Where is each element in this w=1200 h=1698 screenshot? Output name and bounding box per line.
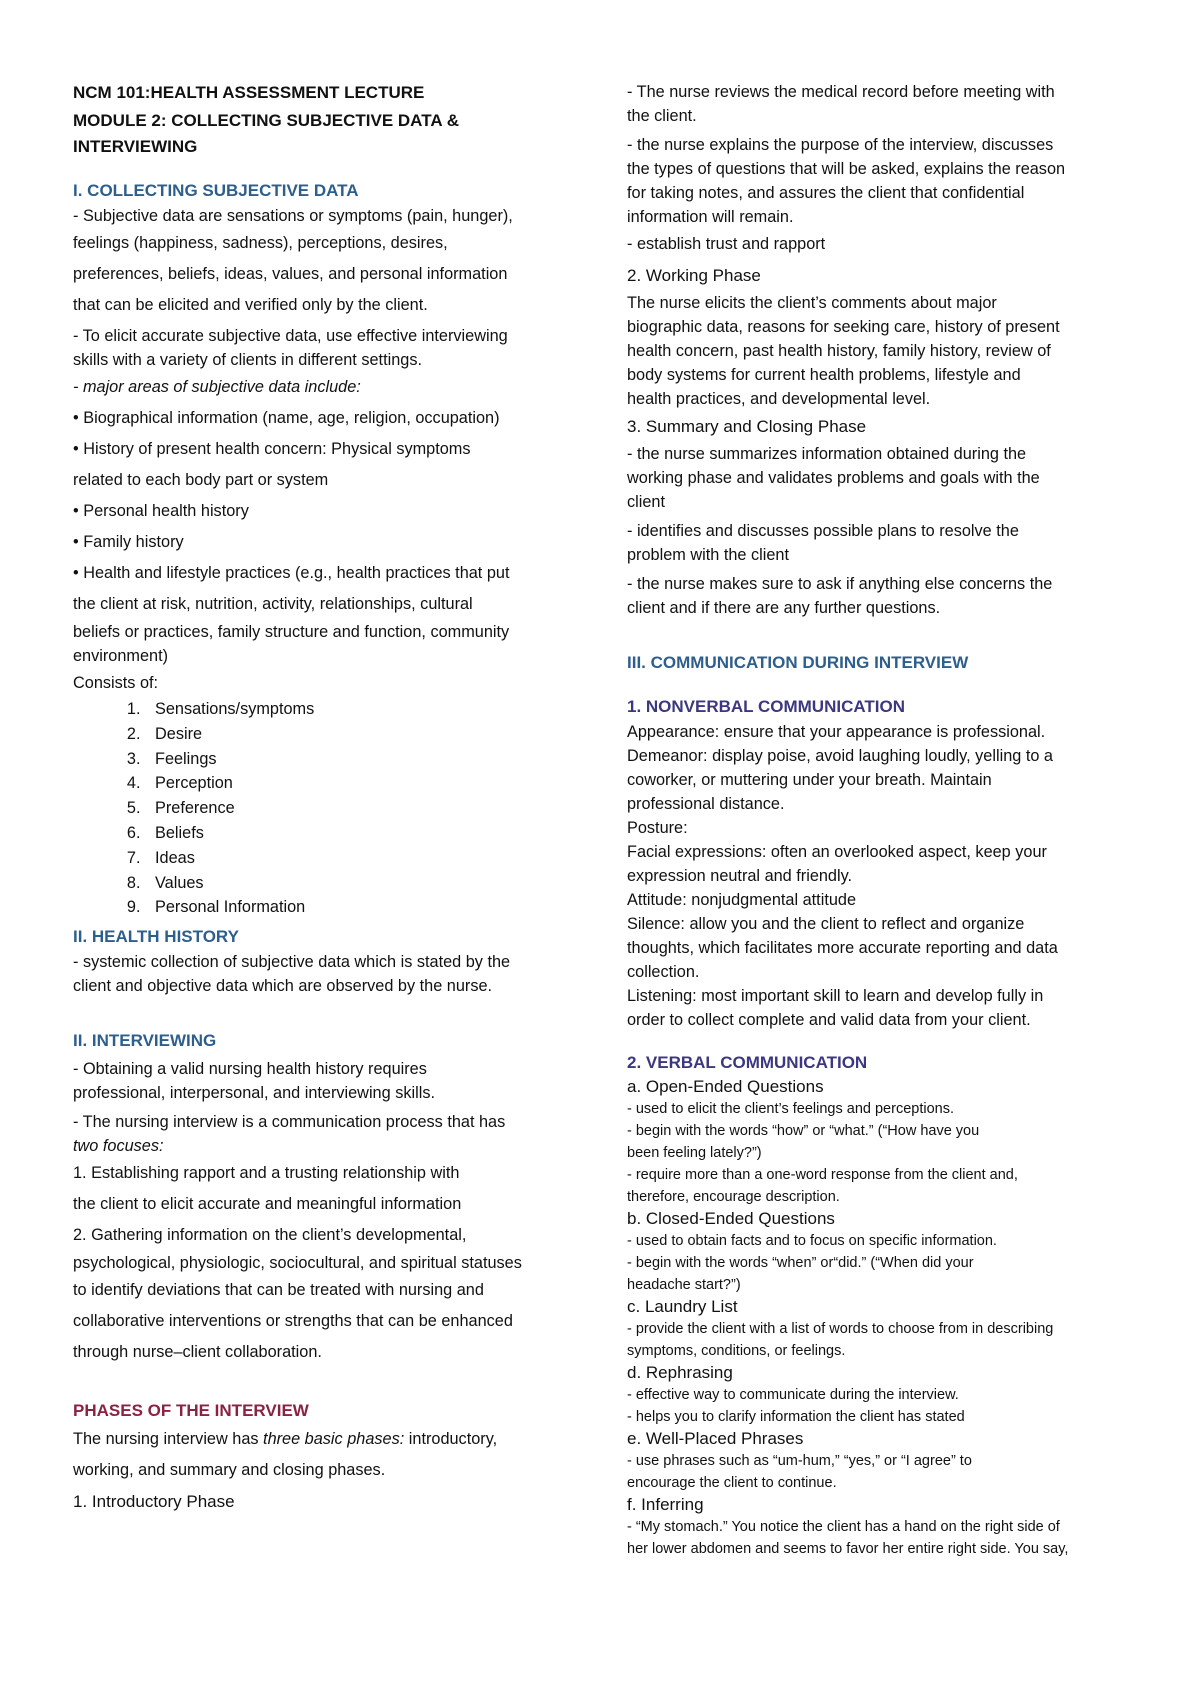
text-line: - helps you to clarify information the client has stated bbox=[627, 1409, 965, 1425]
text-line: skills with a variety of clients in different settings. bbox=[73, 351, 422, 369]
text-line: encourage the client to continue. bbox=[627, 1475, 837, 1491]
text-line: been feeling lately?”) bbox=[627, 1145, 762, 1161]
bullet-item: • History of present health concern: Physical symptoms bbox=[73, 440, 471, 458]
text-line: feelings (happiness, sadness), perceptions, desires, bbox=[73, 234, 448, 252]
consists-of-label: Consists of: bbox=[73, 674, 159, 692]
phase-title-summary-closing: 3. Summary and Closing Phase bbox=[627, 417, 867, 436]
list-item: 9. Personal Information bbox=[145, 895, 588, 920]
list-item: 5. Preference bbox=[145, 796, 588, 821]
section-heading-interviewing: II. INTERVIEWING bbox=[73, 1031, 217, 1051]
technique-title-closed-ended: b. Closed-Ended Questions bbox=[627, 1209, 835, 1228]
list-item: 3. Feelings bbox=[145, 747, 588, 772]
section-heading-phases: PHASES OF THE INTERVIEW bbox=[73, 1401, 309, 1421]
text-line: - establish trust and rapport bbox=[627, 235, 826, 253]
subheading-nonverbal: 1. NONVERBAL COMMUNICATION bbox=[627, 697, 905, 716]
text-line: health practices, and developmental level. bbox=[627, 390, 931, 408]
bullet-item-continued: beliefs or practices, family structure and function, community bbox=[73, 623, 510, 641]
bullet-item: • Biographical information (name, age, religion, occupation) bbox=[73, 409, 500, 427]
text-line: body systems for current health problems, lifestyle and bbox=[627, 366, 1021, 384]
text-line: - The nursing interview is a communication process that has bbox=[73, 1113, 506, 1132]
module-title-line2: INTERVIEWING bbox=[73, 137, 198, 156]
text-line: professional, interpersonal, and interviewing skills. bbox=[73, 1084, 435, 1103]
bullet-item: • Health and lifestyle practices (e.g., health practices that put bbox=[73, 564, 510, 582]
text-line: symptoms, conditions, or feelings. bbox=[627, 1343, 846, 1359]
text-line: that can be elicited and verified only by the client. bbox=[73, 296, 428, 314]
technique-title-laundry-list: c. Laundry List bbox=[627, 1297, 738, 1316]
subheading-verbal: 2. VERBAL COMMUNICATION bbox=[627, 1053, 868, 1072]
text-line: health concern, past health history, family history, review of bbox=[627, 342, 1051, 360]
bullet-item: • Family history bbox=[73, 533, 184, 551]
list-item: 4. Perception bbox=[145, 771, 588, 796]
focus-item-continued: psychological, physiologic, sociocultural, and spiritual statuses bbox=[73, 1254, 522, 1273]
phases-intro bbox=[73, 1424, 588, 1455]
text-line: - use phrases such as “um-hum,” “yes,” or “I agree” to bbox=[627, 1453, 972, 1469]
text-line: - The nurse reviews the medical record before meeting with bbox=[627, 83, 1055, 101]
italic-text: two focuses: bbox=[73, 1137, 164, 1156]
text-line: - Obtaining a valid nursing health history requires bbox=[73, 1060, 427, 1079]
technique-title-inferring: f. Inferring bbox=[627, 1495, 704, 1514]
text-line: professional distance. bbox=[627, 795, 785, 813]
text-line: Demeanor: display poise, avoid laughing loudly, yelling to a bbox=[627, 747, 1053, 765]
text-line: The nurse elicits the client’s comments about major bbox=[627, 294, 997, 312]
text-line: Appearance: ensure that your appearance is professional. bbox=[627, 723, 1046, 741]
focus-item: 2. Gathering information on the client’s developmental, bbox=[73, 1226, 467, 1245]
text-line: Silence: allow you and the client to reflect and organize bbox=[627, 915, 1025, 933]
consists-of-list bbox=[73, 697, 588, 920]
text-line: - identifies and discusses possible plans to resolve the bbox=[627, 522, 1019, 540]
technique-title-well-placed-phrases: e. Well-Placed Phrases bbox=[627, 1429, 804, 1448]
text-line: - Subjective data are sensations or symptoms (pain, hunger), bbox=[73, 207, 513, 225]
text-line: thoughts, which facilitates more accurate reporting and data bbox=[627, 939, 1058, 957]
text-line: for taking notes, and assures the client that confidential bbox=[627, 184, 1025, 202]
phases-intro-text: The nursing interview has bbox=[73, 1430, 264, 1449]
technique-title-rephrasing: d. Rephrasing bbox=[627, 1363, 733, 1382]
phases-intro-text: introductory, bbox=[404, 1430, 498, 1449]
focus-item-continued: to identify deviations that can be treated with nursing and bbox=[73, 1281, 484, 1300]
text-line: - begin with the words “when” or“did.” (“When did your bbox=[627, 1255, 974, 1271]
text-line: - require more than a one-word response from the client and, bbox=[627, 1167, 1018, 1183]
text-line: client and if there are any further questions. bbox=[627, 599, 941, 617]
section-heading-health-history: II. HEALTH HISTORY bbox=[73, 927, 239, 947]
text-line: client bbox=[627, 493, 666, 511]
course-title: NCM 101:HEALTH ASSESSMENT LECTURE bbox=[73, 83, 425, 102]
text-line: headache start?”) bbox=[627, 1277, 741, 1293]
text-line: the client. bbox=[627, 107, 697, 125]
list-item: 6. Beliefs bbox=[145, 821, 588, 846]
text-line: - To elicit accurate subjective data, use effective interviewing bbox=[73, 327, 508, 345]
text-line: - used to elicit the client’s feelings and perceptions. bbox=[627, 1101, 954, 1117]
text-line: preferences, beliefs, ideas, values, and personal information bbox=[73, 265, 508, 283]
text-line: information will remain. bbox=[627, 208, 794, 226]
bullet-item-continued: related to each body part or system bbox=[73, 471, 329, 489]
text-line: - systemic collection of subjective data which is stated by the bbox=[73, 953, 511, 972]
text-line: - used to obtain facts and to focus on specific information. bbox=[627, 1233, 997, 1249]
phases-intro-continued: working, and summary and closing phases. bbox=[73, 1461, 386, 1480]
module-title-line1: MODULE 2: COLLECTING SUBJECTIVE DATA & bbox=[73, 111, 459, 130]
text-line: - “My stomach.” You notice the client has a hand on the right side of bbox=[627, 1519, 1060, 1535]
text-line: expression neutral and friendly. bbox=[627, 867, 853, 885]
text-line-italic bbox=[73, 372, 588, 403]
bullet-item-continued: the client at risk, nutrition, activity, relationships, cultural bbox=[73, 595, 473, 613]
section-heading-subjective-data: I. COLLECTING SUBJECTIVE DATA bbox=[73, 181, 359, 200]
right-column bbox=[627, 80, 1142, 1560]
text-line: the types of questions that will be asked, explains the reason bbox=[627, 160, 1066, 178]
text-line: order to collect complete and valid data from your client. bbox=[627, 1011, 1031, 1029]
bullet-item: • Personal health history bbox=[73, 502, 249, 520]
list-item: 8. Values bbox=[145, 871, 588, 896]
text-line-italic bbox=[73, 1134, 588, 1158]
text-line: collection. bbox=[627, 963, 700, 981]
text-line: problem with the client bbox=[627, 546, 789, 564]
focus-item: 1. Establishing rapport and a trusting relationship with bbox=[73, 1164, 460, 1183]
text-line: - the nurse makes sure to ask if anything else concerns the bbox=[627, 575, 1053, 593]
text-line: therefore, encourage description. bbox=[627, 1189, 840, 1205]
list-item: 7. Ideas bbox=[145, 846, 588, 871]
technique-title-open-ended: a. Open-Ended Questions bbox=[627, 1077, 824, 1096]
text-line: working phase and validates problems and goals with the bbox=[627, 469, 1040, 487]
text-line: - effective way to communicate during the interview. bbox=[627, 1387, 959, 1403]
focus-item-continued: collaborative interventions or strengths that can be enhanced bbox=[73, 1312, 513, 1331]
italic-text: - major areas of subjective data include: bbox=[73, 378, 361, 396]
phase-title-introductory: 1. Introductory Phase bbox=[73, 1492, 235, 1512]
list-item: 1. Sensations/symptoms bbox=[145, 697, 588, 722]
text-line: - the nurse summarizes information obtained during the bbox=[627, 445, 1027, 463]
phase-title-working: 2. Working Phase bbox=[627, 266, 761, 285]
list-item: 2. Desire bbox=[145, 722, 588, 747]
focus-item-continued: through nurse–client collaboration. bbox=[73, 1343, 322, 1362]
text-line: biographic data, reasons for seeking care, history of present bbox=[627, 318, 1060, 336]
bullet-item-continued: environment) bbox=[73, 647, 169, 665]
text-line: Facial expressions: often an overlooked aspect, keep your bbox=[627, 843, 1047, 861]
text-line: - the nurse explains the purpose of the interview, discusses bbox=[627, 136, 1054, 154]
text-line: coworker, or muttering under your breath. Maintain bbox=[627, 771, 992, 789]
text-line: her lower abdomen and seems to favor her entire right side. You say, bbox=[627, 1541, 1069, 1557]
text-line: - provide the client with a list of words to choose from in describing bbox=[627, 1321, 1054, 1337]
text-line: client and objective data which are observed by the nurse. bbox=[73, 977, 493, 996]
left-column bbox=[73, 80, 588, 1517]
phases-intro-emphasis: three basic phases: bbox=[263, 1430, 405, 1449]
text-line: Attitude: nonjudgmental attitude bbox=[627, 891, 857, 909]
text-line: Posture: bbox=[627, 819, 688, 837]
text-line: - begin with the words “how” or “what.” (“How have you bbox=[627, 1123, 980, 1139]
focus-item-continued: the client to elicit accurate and meaningful information bbox=[73, 1195, 462, 1214]
section-heading-communication: III. COMMUNICATION DURING INTERVIEW bbox=[627, 653, 969, 672]
text-line: Listening: most important skill to learn and develop fully in bbox=[627, 987, 1044, 1005]
